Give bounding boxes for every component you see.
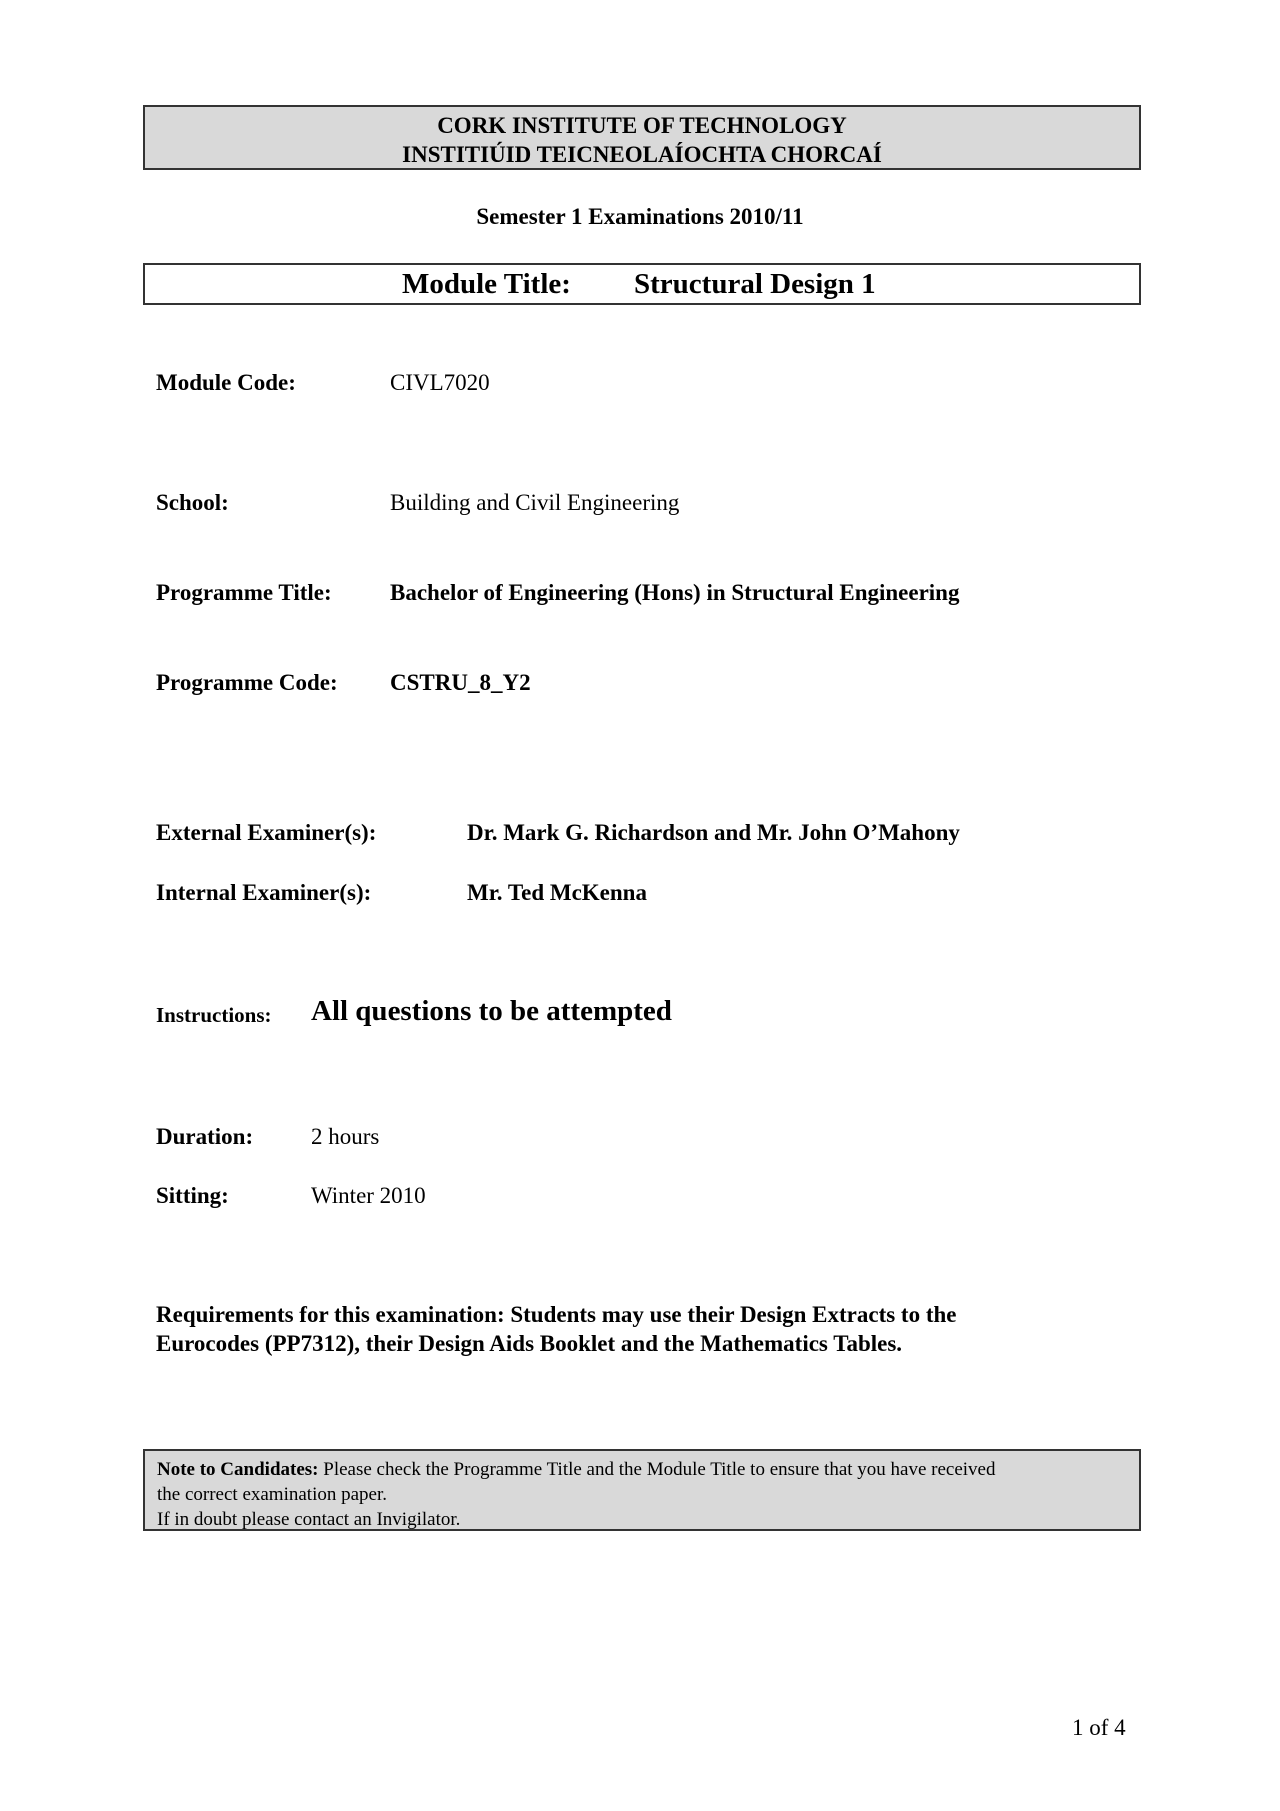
module-title-box — [143, 263, 1141, 305]
note-text-1: Please check the Programme Title and the Module Title to ensure that you have received — [323, 1459, 996, 1480]
instructions-label: Instructions: — [156, 1003, 272, 1027]
module-title-value: Structural Design 1 — [634, 268, 876, 300]
duration-label: Duration: — [156, 1124, 254, 1149]
semester-heading: Semester 1 Examinations 2010/11 — [476, 204, 804, 229]
school-label: School: — [156, 490, 229, 515]
institution-name-irish: INSTITIÚID TEICNEOLAÍOCHTA CHORCAÍ — [402, 142, 882, 167]
requirements-line-2: Eurocodes (PP7312), their Design Aids Booklet and the Mathematics Tables. — [156, 1331, 903, 1356]
sitting-value: Winter 2010 — [311, 1183, 426, 1208]
programme-code-value: CSTRU_8_Y2 — [390, 670, 531, 695]
note-label: Note to Candidates: — [157, 1459, 319, 1480]
external-examiners-label: External Examiner(s): — [156, 820, 377, 845]
note-text-2: the correct examination paper. — [157, 1484, 388, 1505]
institution-name-english: CORK INSTITUTE OF TECHNOLOGY — [437, 113, 847, 138]
sitting-label: Sitting: — [156, 1183, 229, 1208]
exam-requirements — [156, 1300, 1116, 1358]
note-line-1 — [157, 1457, 1127, 1482]
page-number: 1 of 4 — [1072, 1715, 1126, 1740]
programme-title-value: Bachelor of Engineering (Hons) in Structural Engineering — [390, 580, 960, 605]
instructions-value: All questions to be attempted — [311, 995, 672, 1027]
programme-code-label: Programme Code: — [156, 670, 338, 695]
programme-title-label: Programme Title: — [156, 580, 332, 605]
institution-header-box — [143, 105, 1141, 170]
school-value: Building and Civil Engineering — [390, 490, 680, 515]
module-title-label: Module Title: — [402, 268, 571, 300]
duration-value: 2 hours — [311, 1124, 380, 1149]
external-examiners-value: Dr. Mark G. Richardson and Mr. John O’Mahony — [467, 820, 960, 845]
module-code-label: Module Code: — [156, 370, 296, 395]
module-code-value: CIVL7020 — [390, 370, 490, 395]
note-text-3: If in doubt please contact an Invigilator. — [157, 1509, 461, 1530]
note-to-candidates-box — [143, 1449, 1141, 1531]
requirements-line-1: Requirements for this examination: Students may use their Design Extracts to the — [156, 1302, 957, 1327]
internal-examiners-value: Mr. Ted McKenna — [467, 880, 647, 905]
internal-examiners-label: Internal Examiner(s): — [156, 880, 372, 905]
